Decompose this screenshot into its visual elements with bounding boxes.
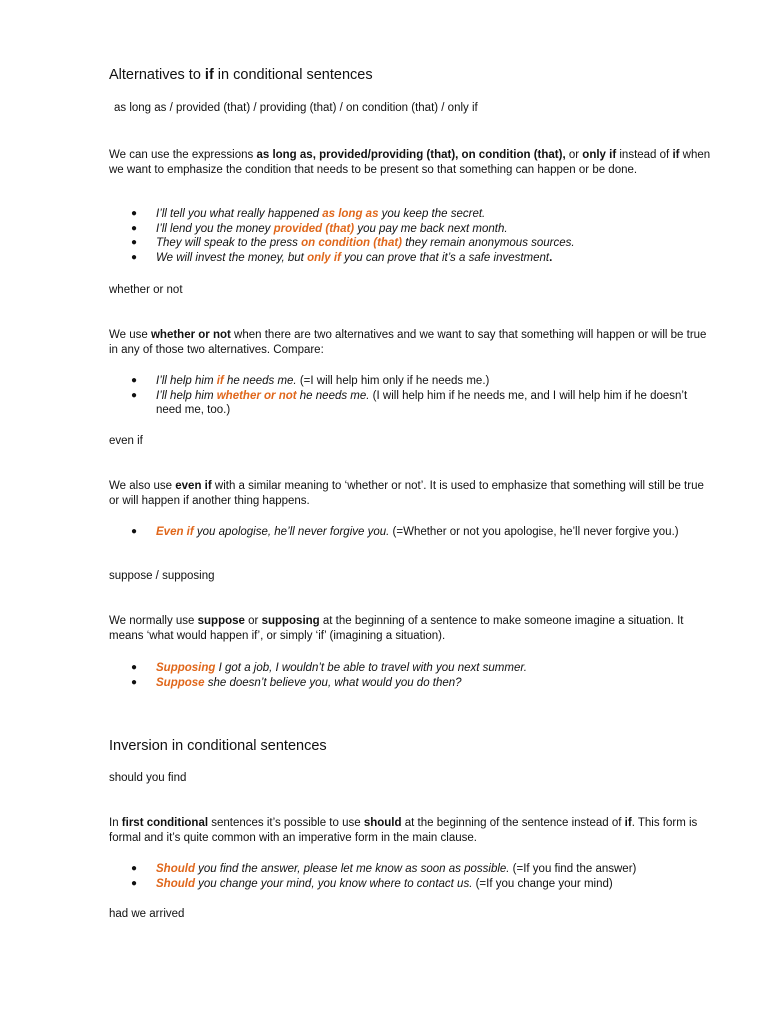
example-list bbox=[109, 661, 689, 690]
highlighted-phrase: whether or not bbox=[216, 389, 297, 402]
text: We normally use bbox=[109, 615, 198, 627]
example-text: We will invest the money, but bbox=[156, 251, 308, 264]
bullet-icon: ● bbox=[131, 863, 138, 874]
list-item bbox=[109, 236, 689, 251]
list-item bbox=[109, 676, 689, 691]
example-text: I’ll help him bbox=[156, 389, 217, 402]
text: In bbox=[109, 817, 122, 829]
bullet-icon: ● bbox=[131, 251, 138, 263]
bold-text: first conditional bbox=[121, 817, 209, 829]
text: when there are two alternatives and we want to say that something will happen or will be true in any of those two alternatives. Compare: bbox=[109, 329, 707, 356]
example-text: I’ll help him bbox=[156, 375, 217, 387]
text: instead of bbox=[616, 149, 673, 161]
example-text: they remain anonymous sources. bbox=[402, 237, 575, 250]
subtitle-whether-or-not: whether or not bbox=[109, 284, 183, 296]
highlighted-phrase: Suppose bbox=[156, 676, 205, 689]
list-item bbox=[109, 222, 689, 237]
subtitle-even-if: even if bbox=[109, 435, 143, 447]
example-list bbox=[109, 862, 689, 891]
text: (=If you change your mind) bbox=[472, 877, 613, 890]
example-text: you pay me back next month. bbox=[354, 222, 508, 235]
example-text: he needs me. bbox=[223, 375, 297, 387]
bullet-icon: ● bbox=[131, 877, 138, 889]
bullet-icon: ● bbox=[131, 662, 138, 673]
example-text: I’ll lend you the money bbox=[156, 222, 274, 235]
bold-text: even if bbox=[175, 480, 212, 492]
example-text: he needs me. bbox=[296, 389, 370, 402]
subtitle-had-we-arrived: had we arrived bbox=[109, 908, 185, 920]
text: We use bbox=[109, 329, 151, 341]
list-item bbox=[109, 525, 689, 540]
list-item bbox=[109, 374, 689, 389]
text: with a similar meaning to ‘whether or not’. It is used to emphasize that something will still be true or will happen if another thing happens. bbox=[109, 480, 704, 507]
list-item bbox=[109, 877, 689, 892]
text: (I will help him if he needs me, and I will help him if he doesn’t need me, too.) bbox=[156, 389, 688, 417]
bold-text: whether or not bbox=[150, 329, 231, 341]
text: (=I will help him only if he needs me.) bbox=[296, 375, 490, 387]
bullet-icon: ● bbox=[131, 676, 138, 688]
highlighted-phrase: on condition (that) bbox=[301, 237, 403, 250]
bold-text: as long as, provided/providing (that), on condition (that), bbox=[256, 149, 566, 161]
bold-text: . bbox=[549, 251, 553, 264]
highlighted-phrase: as long as bbox=[322, 208, 379, 220]
list-item bbox=[109, 251, 689, 266]
example-text: you keep the secret. bbox=[378, 208, 486, 220]
list-item bbox=[109, 389, 689, 418]
title-part-3: in conditional sentences bbox=[213, 67, 373, 83]
highlighted-phrase: only if bbox=[307, 251, 341, 264]
example-text: you find the answer, please let me know as soon as possible. bbox=[194, 863, 510, 875]
subtitle-should-you-find: should you find bbox=[109, 772, 187, 784]
highlighted-phrase: if bbox=[216, 375, 224, 387]
title-part-1: Alternatives to bbox=[109, 67, 205, 83]
example-text: she doesn’t believe you, what would you do then? bbox=[204, 676, 462, 689]
bold-text: supposing bbox=[261, 615, 320, 627]
bold-text: suppose bbox=[197, 615, 245, 627]
text: when we want to emphasize the condition that needs to be present so that something can happen or be done. bbox=[109, 149, 711, 176]
text: at the beginning of a sentence to make someone imagine a situation. It means ‘what would happen if’, or simply ‘if’ (imagining a situation). bbox=[109, 615, 684, 642]
text: or bbox=[565, 149, 583, 161]
section-heading-inversion: Inversion in conditional sentences bbox=[109, 738, 327, 754]
bold-text: if bbox=[624, 817, 632, 829]
list-item bbox=[109, 661, 689, 676]
example-list bbox=[109, 374, 689, 418]
example-text: you apologise, he’ll never forgive you. bbox=[193, 526, 390, 538]
text: We can use the expressions bbox=[109, 149, 257, 161]
highlighted-phrase: Even if bbox=[156, 526, 194, 538]
text: . This form is formal and it’s quite common with an imperative form in the main clause. bbox=[109, 817, 698, 844]
page-title bbox=[109, 67, 373, 83]
bullet-icon: ● bbox=[131, 222, 138, 234]
text: (=Whether or not you apologise, he’ll never forgive you.) bbox=[389, 526, 679, 538]
example-text: I’ll tell you what really happened bbox=[156, 208, 323, 220]
example-text: you can prove that it’s a safe investment bbox=[340, 251, 550, 264]
highlighted-phrase: provided (that) bbox=[273, 222, 355, 235]
bold-text: only if bbox=[582, 149, 617, 161]
highlighted-phrase: Should bbox=[156, 877, 195, 890]
bullet-icon: ● bbox=[131, 526, 138, 537]
text: We also use bbox=[109, 480, 176, 492]
highlighted-phrase: Should bbox=[156, 863, 195, 875]
bullet-icon: ● bbox=[131, 208, 138, 219]
paragraph bbox=[109, 148, 715, 177]
example-text: They will speak to the press bbox=[156, 237, 302, 250]
example-text: I got a job, I wouldn’t be able to travel with you next summer. bbox=[215, 662, 527, 674]
paragraph bbox=[109, 328, 715, 357]
bullet-icon: ● bbox=[131, 237, 138, 249]
subtitle-suppose: suppose / supposing bbox=[109, 570, 215, 582]
highlighted-phrase: Supposing bbox=[156, 662, 216, 674]
example-list bbox=[109, 525, 689, 540]
text: or bbox=[244, 615, 262, 627]
list-item bbox=[109, 862, 689, 877]
bullet-icon: ● bbox=[131, 389, 138, 401]
example-list bbox=[109, 207, 689, 265]
list-item bbox=[109, 207, 689, 222]
subtitle-alternatives: as long as / provided (that) / providing (that) / on condition (that) / only if bbox=[114, 102, 478, 114]
bullet-icon: ● bbox=[131, 375, 138, 386]
text: at the beginning of the sentence instead of bbox=[401, 817, 625, 829]
paragraph bbox=[109, 479, 715, 508]
text: sentences it’s possible to use bbox=[208, 817, 364, 829]
example-text: you change your mind, you know where to contact us. bbox=[194, 877, 473, 890]
bold-text: should bbox=[363, 817, 402, 829]
bold-text: if bbox=[672, 149, 680, 161]
text: (=If you find the answer) bbox=[509, 863, 637, 875]
paragraph bbox=[109, 614, 715, 643]
title-part-2: if bbox=[204, 67, 214, 83]
paragraph bbox=[109, 816, 715, 845]
